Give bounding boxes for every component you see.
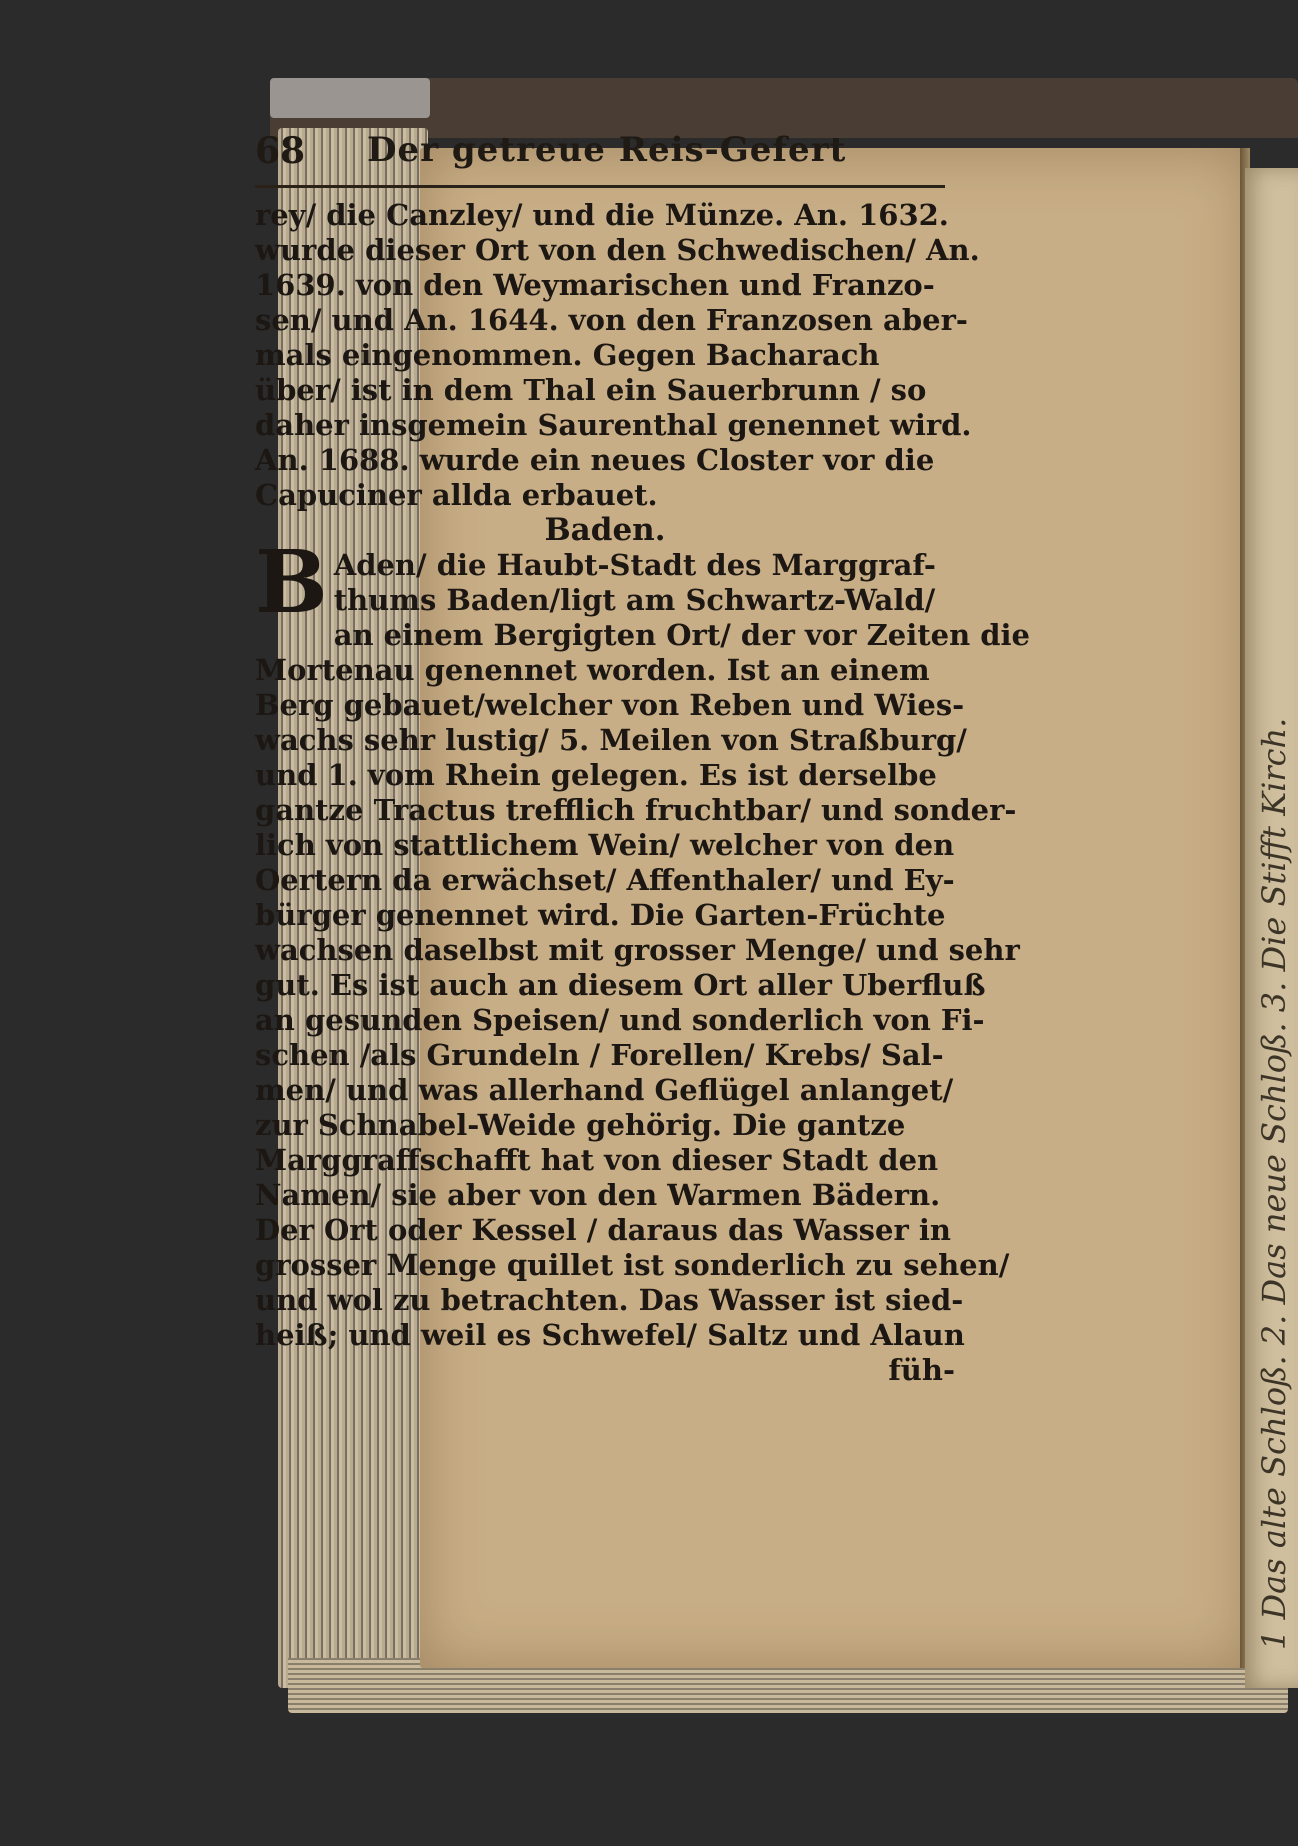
text-line: men/ und was allerhand Geflügel anlanget/ — [255, 1073, 954, 1107]
page-header — [255, 130, 925, 180]
page-number: 68 — [255, 130, 306, 172]
text-line: Aden/ die Haubt-Stadt des Marggraf- — [333, 548, 936, 582]
text-line: wachsen daselbst mit grosser Menge/ und sehr — [255, 933, 1020, 967]
text-line: bürger genennet wird. Die Garten-Früchte — [255, 898, 946, 932]
text-line: grosser Menge quillet ist sonderlich zu sehen/ — [255, 1248, 1010, 1282]
text-line: an einem Bergigten Ort/ der vor Zeiten die — [333, 618, 1031, 652]
text-line: schen /als Grundeln / Forellen/ Krebs/ Sal- — [255, 1038, 944, 1072]
section-heading: Baden. — [544, 512, 666, 548]
paragraph-baden — [255, 532, 1031, 1353]
text-line: und wol zu betrachten. Das Wasser ist sied- — [255, 1283, 964, 1317]
running-head: Der getreue Reis-Gefert — [367, 130, 847, 170]
handwritten-margin-note: 1 Das alte Schloß. 2. Das neue Schloß. 3. Die Stifft Kirch. — [1255, 717, 1293, 1650]
text-line: gut. Es ist auch an diesem Ort aller Uberfluß — [255, 968, 986, 1002]
text-line: Mortenau genennet worden. Ist an einem — [255, 653, 930, 687]
text-line: Der Ort oder Kessel / daraus das Wasser in — [255, 1213, 951, 1247]
text-line: an gesunden Speisen/ und sonderlich von Fi- — [255, 1003, 985, 1037]
text-line: zur Schnabel-Weide gehörig. Die gantze — [255, 1108, 906, 1142]
body-text — [255, 198, 1031, 1388]
text-line: lich von stattlichem Wein/ welcher von den — [255, 828, 955, 862]
drop-cap: B — [255, 532, 328, 633]
text-line: sen/ und An. 1644. von den Franzosen aber- — [255, 303, 968, 337]
text-line: über/ ist in dem Thal ein Sauerbrunn / so — [255, 373, 927, 407]
catchword: füh- — [888, 1353, 955, 1387]
text-line: wachs sehr lustig/ 5. Meilen von Straßburg/ — [255, 723, 967, 757]
text-line: Namen/ sie aber von den Warmen Bädern. — [255, 1178, 941, 1212]
text-line: heiß; und weil es Schwefel/ Saltz und Alaun — [255, 1318, 965, 1352]
text-line: gantze Tractus trefflich fruchtbar/ und sonder- — [255, 793, 1017, 827]
text-line: Oertern da erwächset/ Affenthaler/ und Ey- — [255, 863, 955, 897]
paragraph-before-heading — [255, 198, 980, 513]
header-rule — [255, 185, 945, 188]
text-line: rey/ die Canzley/ und die Münze. An. 1632. — [255, 198, 949, 232]
text-line: und 1. vom Rhein gelegen. Es ist derselbe — [255, 758, 937, 792]
text-line: mals eingenommen. Gegen Bacharach — [255, 338, 880, 372]
text-line: wurde dieser Ort von den Schwedischen/ An. — [255, 233, 980, 267]
text-line: daher insgemein Saurenthal genennet wird. — [255, 408, 972, 442]
text-line: Capuciner allda erbauet. — [255, 478, 658, 512]
text-line: Marggraffschafft hat von dieser Stadt den — [255, 1143, 939, 1177]
cover-clasp — [270, 78, 430, 118]
text-line: 1639. von den Weymarischen und Franzo- — [255, 268, 935, 302]
text-line: An. 1688. wurde ein neues Closter vor die — [255, 443, 935, 477]
text-line: Berg gebauet/welcher von Reben und Wies- — [255, 688, 965, 722]
text-line: thums Baden/ligt am Schwartz-Wald/ — [333, 583, 936, 617]
